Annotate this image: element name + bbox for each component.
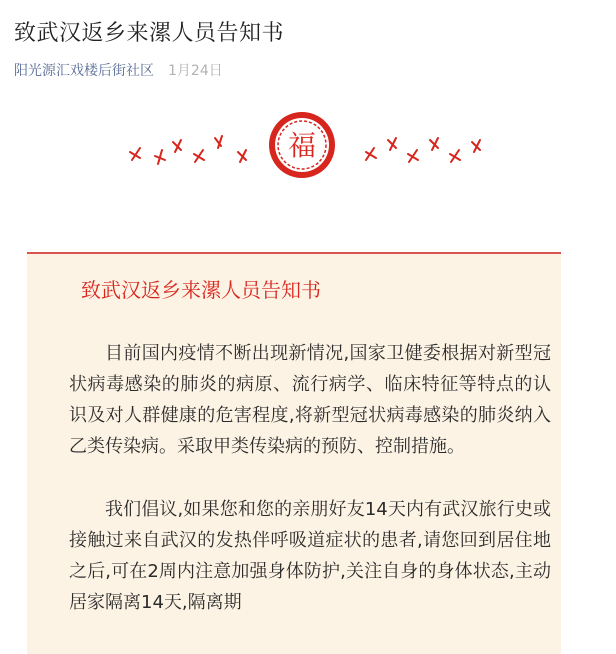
sparkle-icons-left [130, 136, 246, 164]
festive-banner [0, 110, 616, 200]
sparkle-icons-right [366, 138, 480, 162]
notice-letter [27, 252, 561, 654]
festive-decoration [0, 110, 616, 200]
seal-character: 福 [287, 129, 317, 162]
article-meta [14, 60, 223, 80]
letter-title: 致武汉返乡来漯人员告知书 [81, 278, 321, 302]
letter-paragraph-1: 目前国内疫情不断出现新情况,国家卫健委根据对新型冠状病毒感染的肺炎的病原、流行病学、临床特征等特点的认识及对人群健康的危害程度,将新型冠状病毒感染的肺炎纳入乙类传染病。采取甲类传染病的预防、控制措施。 [69, 343, 551, 457]
publish-date: 1月24日 [168, 63, 223, 79]
account-name-link[interactable]: 阳光源汇戏楼后街社区 [14, 63, 154, 79]
fu-seal-icon [269, 112, 335, 178]
article-title: 致武汉返乡来漯人员告知书 [14, 21, 285, 46]
letter-paragraph-2: 我们倡议,如果您和您的亲朋好友14天内有武汉旅行史或接触过来自武汉的发热伴呼吸道症状的患者,请您回到居住地之后,可在2周内注意加强身体防护,关注自身的身体状态,主动居家隔离14天,隔离期 [69, 499, 551, 613]
